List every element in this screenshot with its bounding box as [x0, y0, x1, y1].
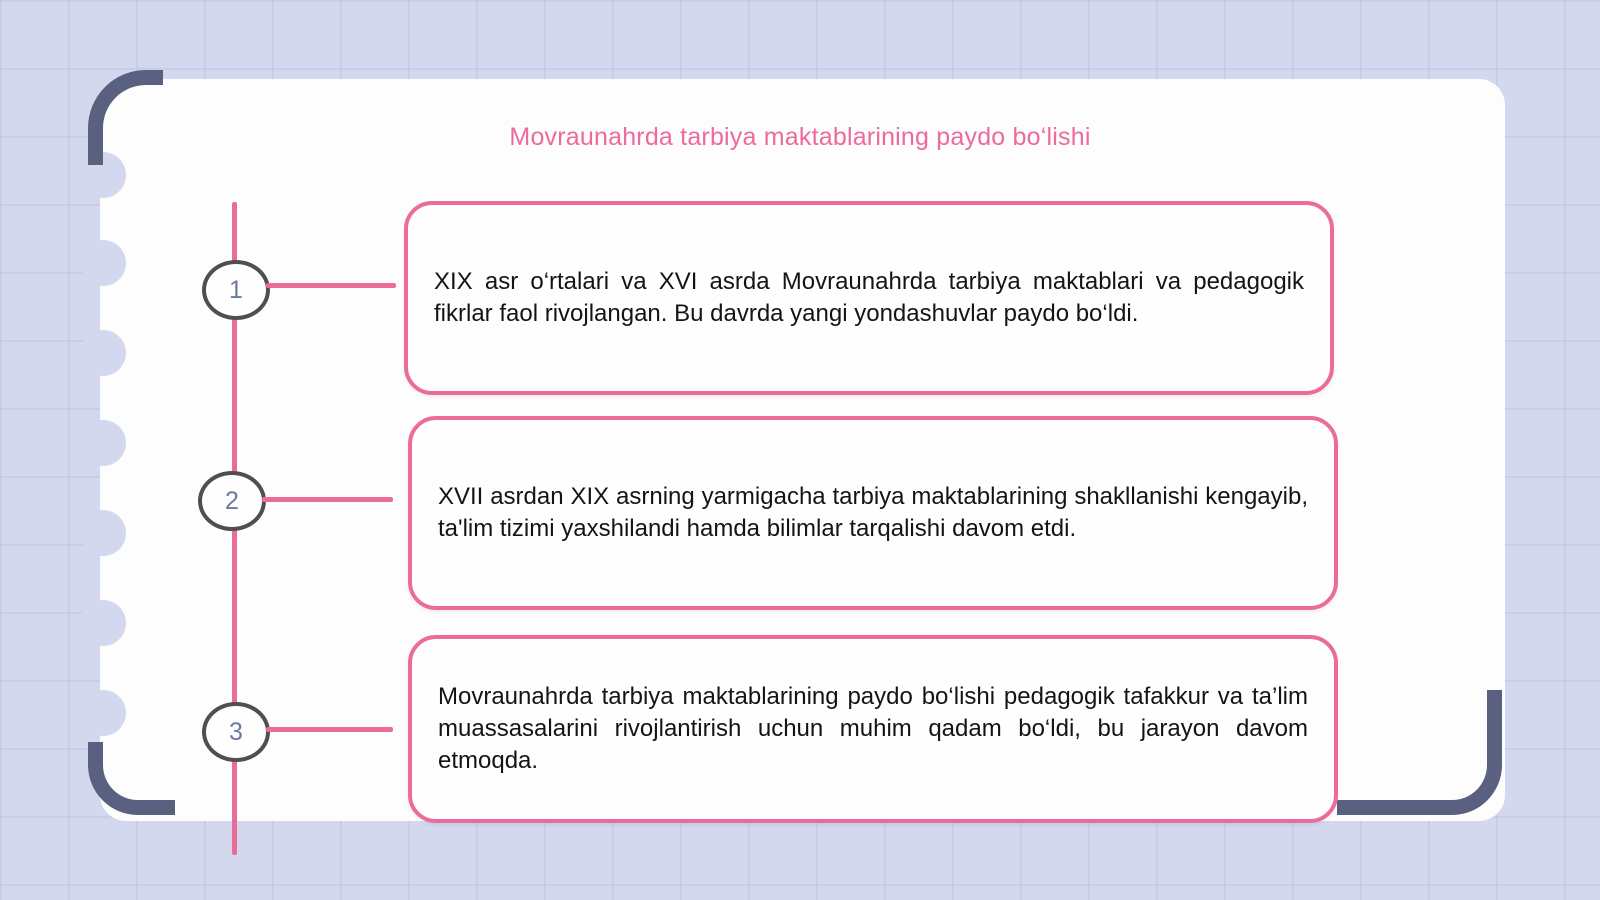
slide-title: Movraunahrda tarbiya maktablarining paydo bo‘lishi [509, 123, 1091, 151]
step-text: XVII asrdan XIX asrning yarmigacha tarbiya maktablarining shakllanishi kengayib, ta'lim tizimi yaxshilandi hamda bilimlar tarqalishi davom etdi. [438, 483, 1308, 542]
step-number-badge: 1 [202, 260, 270, 320]
paper-scallop [80, 330, 126, 376]
corner-bracket-bottom-right [1337, 690, 1502, 815]
paper-scallop [80, 240, 126, 286]
step-card-3 [408, 635, 1338, 823]
paper-scallop [80, 420, 126, 466]
step-card-1 [404, 201, 1334, 395]
step-connector [266, 283, 396, 288]
corner-bracket-top-left [88, 70, 163, 165]
step-connector [262, 497, 393, 502]
paper-scallop [80, 600, 126, 646]
paper-scallop [80, 510, 126, 556]
step-connector [266, 727, 393, 732]
step-text: Movraunahrda tarbiya maktablarining paydo bo‘lishi pedagogik tafakkur va ta’lim muassasalarini rivojlantirish uchun muhim qadam bo‘ldi, bu jarayon davom etmoqda. [438, 683, 1308, 774]
step-number-badge: 3 [202, 702, 270, 762]
step-card-2 [408, 416, 1338, 610]
paper-scallop [80, 690, 126, 736]
step-text: XIX asr o‘rtalari va XVI asrda Movraunahrda tarbiya maktablari va pedagogik fikrlar faol rivojlangan. Bu davrda yangi yondashuvlar paydo bo‘ldi. [434, 268, 1304, 327]
step-number-badge: 2 [198, 471, 266, 531]
